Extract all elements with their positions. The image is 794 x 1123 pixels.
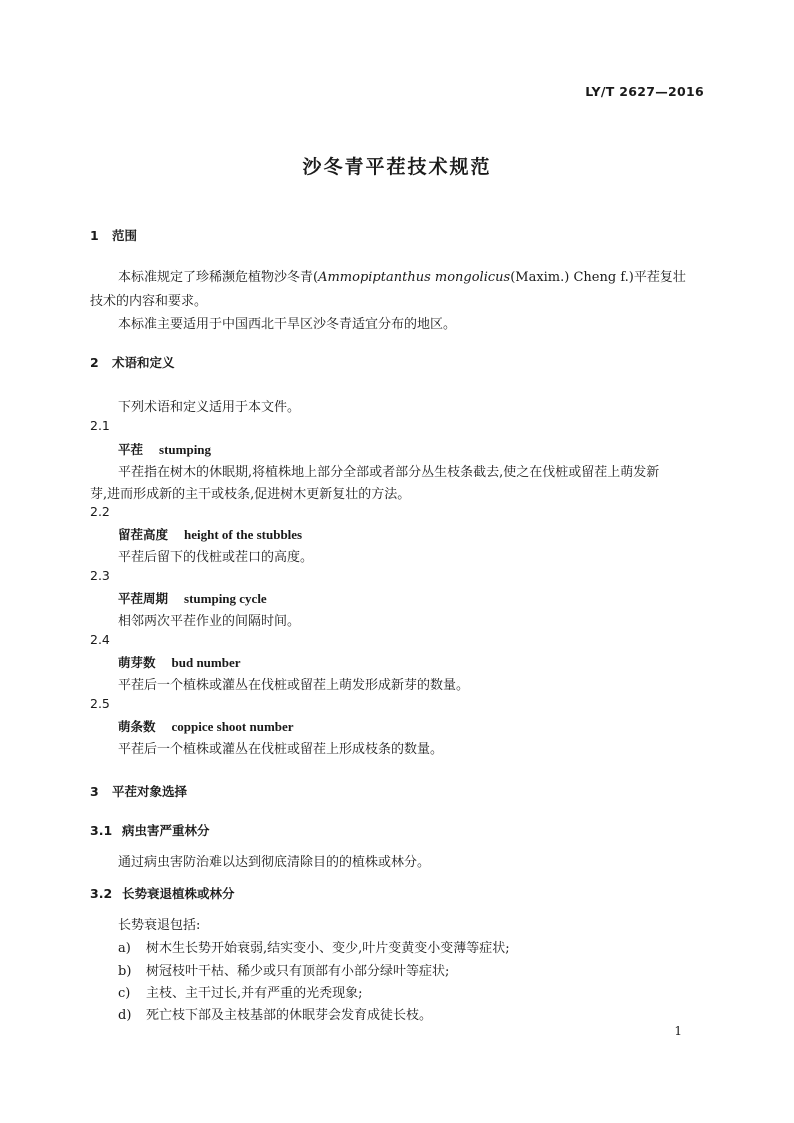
list-item: a) 树木生长势开始衰弱,结实变小、变少,叶片变黄变小变薄等症状; [118,941,510,956]
section-title: 范围 [112,228,138,243]
section-1-heading [90,226,137,244]
section-1-paragraph-1-line-2: 技术的内容和要求。 [90,294,208,309]
term-definition: 平茬后一个植株或灌丛在伐桩或留茬上形成枝条的数量。 [118,742,444,757]
term-heading: 萌芽数 bud number [118,655,241,670]
page-title: 沙冬青平茬技术规范 [302,156,492,178]
term-definition: 平茬后留下的伐桩或茬口的高度。 [118,550,314,565]
list-item: c) 主枝、主干过长,并有严重的光秃现象; [118,986,363,1001]
term-number: 2.3 [90,568,110,583]
page-number: 1 [674,1024,682,1038]
term-definition: 平茬后一个植株或灌丛在伐桩或留茬上萌发形成新芽的数量。 [118,678,470,693]
list-item: d) 死亡枝下部及主枝基部的休眠芽会发育成徒长枝。 [118,1008,433,1023]
section-3-heading: 3 平茬对象选择 [90,784,188,799]
subsection-3-2-heading: 3.2 长势衰退植株或林分 [90,886,235,901]
section-1-paragraph-2: 本标准主要适用于中国西北干旱区沙冬青适宜分布的地区。 [118,317,457,332]
latin-name: Ammopiptanthus mongolicus [318,270,511,285]
list-item: b) 树冠枝叶干枯、稀少或只有顶部有小部分绿叶等症状; [118,964,450,979]
term-number: 2.2 [90,504,110,519]
term-heading: 萌条数 coppice shoot number [118,719,294,734]
term-heading: 平茬周期 stumping cycle [118,591,267,606]
subsection-3-1-heading: 3.1 病虫害严重林分 [90,823,210,838]
term-definition: 平茬指在树木的休眠期,将植株地上部分全部或者部分丛生枝条截去,使之在伐桩或留茬上萌发新 [118,465,660,480]
term-definition-line-2: 芽,进而形成新的主干或枝条,促进树木更新复壮的方法。 [90,487,411,502]
subsection-3-2-intro: 长势衰退包括: [118,918,201,933]
term-heading: 平茬 stumping [118,442,212,457]
term-definition: 相邻两次平茬作业的间隔时间。 [118,614,301,629]
term-number: 2.5 [90,696,110,711]
term-heading: 留茬高度 height of the stubbles [118,527,303,542]
subsection-3-1-text: 通过病虫害防治难以达到彻底清除目的的植株或林分。 [118,855,431,870]
doc-code: LY/T 2627—2016 [585,84,704,99]
term-number: 2.4 [90,632,110,647]
section-1-paragraph-1: 本标准规定了珍稀濒危植物沙冬青(Ammopiptanthus mongolicus(Maxim.) Cheng f.)平茬复壮 [118,270,686,285]
section-number: 1 [90,228,99,243]
section-2-intro: 下列术语和定义适用于本文件。 [118,400,301,415]
section-2-heading: 2 术语和定义 [90,355,175,370]
term-number: 2.1 [90,418,110,433]
